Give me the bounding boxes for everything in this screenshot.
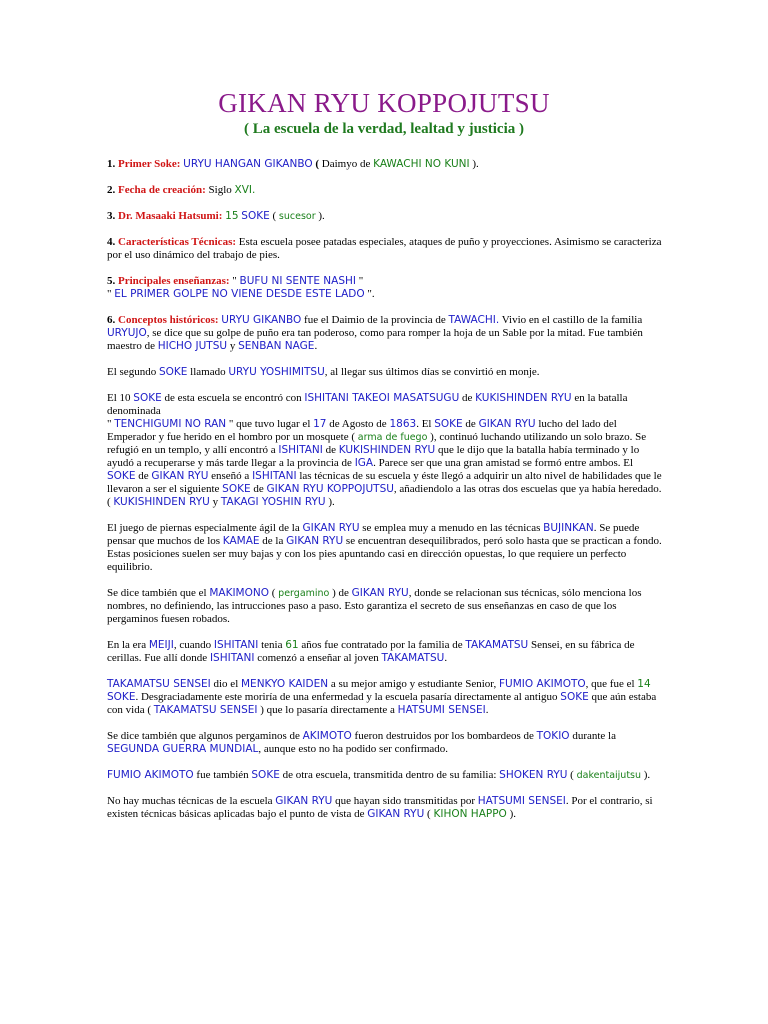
term: TAKAMATSU SENSEI	[107, 678, 211, 690]
item-number: 1.	[107, 158, 116, 170]
term: ISHITANI	[213, 639, 259, 651]
text: comenzó a enseñar al joven	[254, 652, 382, 664]
paragraph-final	[107, 795, 662, 821]
paragraph-decimo-soke	[107, 392, 662, 509]
paragraph-meiji	[107, 639, 662, 665]
term: URYUJO	[107, 327, 147, 339]
text: (	[567, 769, 577, 781]
term: IGA	[354, 457, 374, 469]
note: XVI.	[234, 184, 256, 196]
text: . El	[416, 418, 435, 430]
text: de	[459, 392, 476, 404]
text: de la	[259, 535, 287, 547]
note: KAWACHI NO KUNI	[373, 158, 470, 170]
item-label: Principales enseñanzas:	[118, 275, 230, 287]
term: GIKAN RYU	[302, 522, 360, 534]
page-title: GIKAN RYU KOPPOJUTSU	[218, 88, 550, 118]
text: "	[107, 418, 115, 430]
item-ensenanzas	[107, 275, 662, 301]
term: ISHITANI	[278, 444, 323, 456]
text: En la era	[107, 639, 149, 651]
text: ).	[469, 158, 479, 170]
term: URYU YOSHIMITSU	[228, 366, 325, 378]
text: No hay muchas técnicas de la escuela	[107, 795, 276, 807]
text: , al llegar sus últimos días se convirtió en monje.	[324, 366, 540, 378]
item-label: Conceptos históricos:	[118, 314, 219, 326]
term: TAKAMATSU	[381, 652, 445, 664]
text: Sensei, en su fábrica de cerillas. Fue allí donde	[107, 639, 635, 664]
text: de Agosto de	[326, 418, 390, 430]
text: llamado	[187, 366, 229, 378]
text: fue también	[193, 769, 252, 781]
text: "	[229, 275, 240, 287]
term: TENCHIGUMI NO RAN	[114, 418, 227, 430]
document-body	[107, 158, 662, 834]
text: . Por el contrario, si existen técnicas básicas aplicadas bajo el punto de vista de	[107, 795, 653, 820]
text: El juego de piernas especialmente ágil de la	[107, 522, 303, 534]
note: 61	[285, 639, 299, 651]
term: HATSUMI SENSEI	[397, 704, 486, 716]
term: SHOKEN RYU	[499, 769, 568, 781]
text: durante la	[569, 730, 616, 742]
text: y	[209, 496, 221, 508]
text: de	[135, 470, 152, 482]
note: sucesor	[278, 211, 316, 222]
text: .	[314, 340, 318, 352]
text: tenia	[258, 639, 286, 651]
text: en la batalla denominada	[107, 392, 628, 417]
text: que le dijo que la batalla había terminado y lo ayudó a recuperarse y más tarde llegar a la provincia de	[107, 444, 640, 469]
text: ).	[315, 210, 325, 222]
page-subtitle: ( La escuela de la verdad, lealtad y justicia )	[244, 121, 524, 137]
text: . Se puede pensar que muchos de los	[107, 522, 640, 547]
term: BUFU NI SENTE NASHI	[239, 275, 357, 287]
item-hatsumi	[107, 210, 662, 223]
text: ), continuó luchando utilizando un solo brazo. Se refugió en un templo, y allí encontró a	[107, 431, 647, 456]
term: SEGUNDA GUERRA MUNDIAL	[107, 743, 259, 755]
note: 14	[637, 678, 651, 690]
term: ISHITANI	[209, 652, 255, 664]
term: KUKISHINDEN RYU	[113, 496, 210, 508]
text: , que fue el	[585, 678, 638, 690]
text: a su mejor amigo y estudiante Senior,	[328, 678, 500, 690]
text: Daimyo de	[321, 158, 374, 170]
text: de	[322, 444, 339, 456]
term: 17	[313, 418, 327, 430]
term: HATSUMI SENSEI	[477, 795, 566, 807]
term: SOKE	[560, 691, 589, 703]
item-number: 3.	[107, 210, 116, 222]
text: y	[227, 340, 239, 352]
text: Esta escuela posee patadas especiales, ataques de puño y proyecciones. Asimismo se caracteriza por el uso dinámico del trabajo de pies.	[107, 236, 662, 261]
term: ISHITANI	[252, 470, 297, 482]
term: GIKAN RYU KOPPOJUTSU	[266, 483, 394, 495]
item-number: 4.	[107, 236, 116, 248]
term: URYU HANGAN GIKANBO	[183, 158, 313, 170]
text: ".	[364, 288, 375, 300]
term: HICHO JUTSU	[157, 340, 228, 352]
term: TAKAGI YOSHIN RYU	[220, 496, 326, 508]
text: ).	[641, 769, 651, 781]
term: GIKAN RYU	[275, 795, 333, 807]
note: 15	[225, 210, 239, 222]
term: SENBAN NAGE	[238, 340, 315, 352]
text: Siglo	[205, 184, 235, 196]
item-number: 2.	[107, 184, 116, 196]
term: SOKE	[251, 769, 280, 781]
term: TOKIO	[536, 730, 570, 742]
item-conceptos	[107, 314, 662, 353]
term: KUKISHINDEN RYU	[338, 444, 436, 456]
text: años fue contratado por la familia de	[298, 639, 466, 651]
text: fue el Daimio de la provincia de	[301, 314, 449, 326]
term: GIKAN RYU	[286, 535, 344, 547]
text: se encuentran desequilibrados, peró solo hasta que se practican a fondo. Estas posiciones suelen ser muy bajas y con los pies apuntando casi en dirección opuestas, lo que requiere un perfecto equilibrio.	[107, 535, 662, 573]
note: dakentaijutsu	[576, 770, 642, 781]
term: EL PRIMER GOLPE NO VIENE DESDE ESTE LADO	[114, 288, 365, 300]
text: .	[485, 704, 489, 716]
text: Vivio en el castillo de la familia	[499, 314, 643, 326]
term: MENKYO KAIDEN	[241, 678, 329, 690]
term: SOKE	[133, 392, 162, 404]
term: FUMIO AKIMOTO	[499, 678, 586, 690]
text: Se dice también que algunos pergaminos de	[107, 730, 303, 742]
text: que hayan sido transmitidas por	[332, 795, 478, 807]
term: TAKAMATSU	[465, 639, 529, 651]
text: de	[250, 483, 267, 495]
term: KUKISHINDEN RYU	[475, 392, 572, 404]
text: de otra escuela, transmitida dentro de su familia:	[279, 769, 500, 781]
term: URYU GIKANBO	[221, 314, 302, 326]
text: (	[269, 587, 279, 599]
text: .	[444, 652, 448, 664]
text: " que tuvo lugar el	[226, 418, 314, 430]
text: se emplea muy a menudo en las técnicas	[359, 522, 544, 534]
term: SOKE	[107, 691, 136, 703]
paragraph-bombardeos	[107, 730, 662, 756]
text: Se dice también que el	[107, 587, 210, 599]
text: enseñó a	[208, 470, 253, 482]
text: de	[462, 418, 479, 430]
text: El segundo	[107, 366, 159, 378]
paragraph-shoken	[107, 769, 662, 782]
paragraph-menkyo	[107, 678, 662, 717]
text: las técnicas de su escuela y éste llegó a adquirir un alto nivel de habilidades que le llevaron a ser el siguiente	[107, 470, 662, 495]
text: (	[424, 808, 434, 820]
term: AKIMOTO	[302, 730, 352, 742]
text: fueron destruidos por los bombardeos de	[351, 730, 537, 742]
text: ) de	[329, 587, 352, 599]
term: MEIJI	[148, 639, 174, 651]
paragraph-piernas	[107, 522, 662, 574]
text: que aún estaba con vida (	[107, 691, 657, 716]
text: "	[107, 288, 115, 300]
text: , donde se relacionan sus técnicas, sólo menciona los nombres, no definiendo, las intrucciones paso a paso. Esto garantiza el secreto de sus enseñanzas en caso de que los pergaminos fuesen robados.	[107, 587, 642, 625]
text: , aunque esto no ha podido ser confirmado.	[258, 743, 449, 755]
text: lucho del lado del Emperador y fue herido en el hombro por un mosquete (	[107, 418, 617, 443]
text: El 10	[107, 392, 134, 404]
note: KIHON HAPPO	[433, 808, 507, 820]
term: BUJINKAN	[543, 522, 594, 534]
paren: (	[312, 158, 322, 170]
term: ISHITANI TAKEOI MASATSUGU	[304, 392, 460, 404]
term: KAMAE	[222, 535, 260, 547]
item-label: Fecha de creación:	[118, 184, 206, 196]
text: ).	[325, 496, 335, 508]
term: GIKAN RYU	[478, 418, 536, 430]
term: TAKAMATSU SENSEI	[153, 704, 258, 716]
text: , añadiendolo a las otras dos escuelas que ya había heredado. (	[107, 483, 662, 508]
note: arma de fuego	[357, 432, 428, 443]
text: (	[269, 210, 279, 222]
text: , se dice que su golpe de puño era tan poderoso, como para romper la hoja de un Sable por la mitad. Fue también maestro de	[107, 327, 643, 352]
item-caracteristicas	[107, 236, 662, 262]
term: SOKE	[434, 418, 463, 430]
paragraph-segundo-soke	[107, 366, 662, 379]
item-primer-soke	[107, 158, 662, 171]
term: SOKE	[241, 210, 270, 222]
item-label: Características Técnicas:	[118, 236, 237, 248]
text: dio el	[210, 678, 241, 690]
term: SOKE	[222, 483, 251, 495]
note: pergamino	[278, 588, 330, 599]
term: GIKAN RYU	[151, 470, 209, 482]
item-label: Primer Soke:	[118, 158, 181, 170]
term: 1863	[389, 418, 417, 430]
item-fecha	[107, 184, 662, 197]
item-number: 5.	[107, 275, 116, 287]
text: . Desgraciadamente este moriría de una enfermedad y la escuela pasaría directamente al antiguo	[135, 691, 561, 703]
item-label: Dr. Masaaki Hatsumi:	[118, 210, 223, 222]
term: GIKAN RYU	[367, 808, 425, 820]
term: FUMIO AKIMOTO	[107, 769, 194, 781]
term: SOKE	[107, 470, 136, 482]
text: de esta escuela se encontró con	[161, 392, 305, 404]
text: "	[356, 275, 364, 287]
text: . Parece ser que una gran amistad se formó entre ambos. El	[373, 457, 634, 469]
paragraph-makimono	[107, 587, 662, 626]
term: SOKE	[158, 366, 188, 378]
item-number: 6.	[107, 314, 116, 326]
text: ).	[506, 808, 516, 820]
term: TAWACHI.	[448, 314, 500, 326]
term: GIKAN RYU	[351, 587, 409, 599]
text: , cuando	[173, 639, 214, 651]
text: ) que lo pasaría directamente a	[257, 704, 398, 716]
term: MAKIMONO	[209, 587, 269, 599]
